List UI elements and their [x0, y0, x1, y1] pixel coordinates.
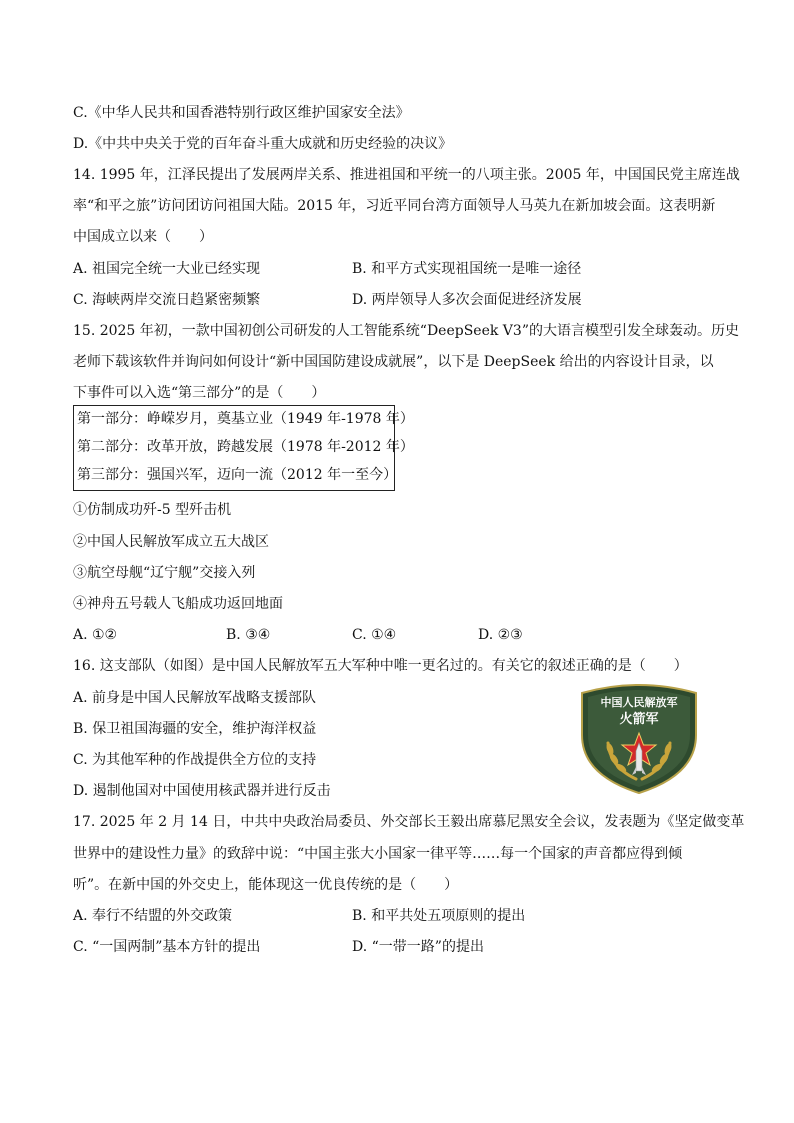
q16-option-d: D. 遏制他国对中国使用核武器并进行反击 — [73, 783, 331, 799]
rocket-force-badge — [578, 683, 700, 795]
q15-catalog-row-1: 第一部分：峥嵘岁月，奠基立业（1949 年-1978 年） — [77, 411, 414, 427]
q15-catalog-box — [73, 405, 414, 491]
q14-stem-line-2: 率“和平之旅”访问团访问祖国大陆。2015 年，习近平同台湾方面领导人马英九在新加坡会面。这表明新 — [73, 198, 716, 214]
badge-top-text: 中国人民解放军 — [600, 696, 678, 709]
q15-option-b: B. ③④ — [226, 627, 271, 643]
q14-stem-line-3: 中国成立以来（ ） — [73, 229, 213, 245]
q16-option-c: C. 为其他军种的作战提供全方位的支持 — [73, 752, 317, 768]
q15-event-2: ②中国人民解放军成立五大战区 — [73, 534, 269, 550]
q13-option-c: C.《中华人民共和国香港特别行政区维护国家安全法》 — [73, 105, 410, 121]
q16-stem: 16. 这支部队（如图）是中国人民解放军五大军种中唯一更名过的。有关它的叙述正确的是（ ） — [73, 658, 688, 674]
q17-option-c: C. “一国两制”基本方针的提出 — [73, 939, 261, 955]
q17-stem-line-1: 17. 2025 年 2 月 14 日，中共中央政治局委员、外交部长王毅出席慕尼黑安全会议，发表题为《坚定做变革 — [73, 814, 745, 830]
badge-bottom-text: 火箭军 — [619, 712, 659, 727]
q15-event-4: ④神舟五号载人飞船成功返回地面 — [73, 596, 283, 612]
q17-option-b: B. 和平共处五项原则的提出 — [352, 908, 526, 924]
q17-option-d: D. “一带一路”的提出 — [352, 939, 484, 955]
q17-stem-line-2: 世界中的建设性力量》的致辞中说：“中国主张大小国家一律平等……每一个国家的声音都应得到倾 — [73, 846, 683, 862]
q15-stem-line-2: 老师下载该软件并询问如何设计“新中国国防建设成就展”，以下是 DeepSeek 给出的内容设计目录，以 — [73, 354, 714, 370]
rocket-force-badge-icon — [578, 683, 700, 795]
q14-option-a: A. 祖国完全统一大业已经实现 — [73, 261, 261, 277]
q16-option-b: B. 保卫祖国海疆的安全，维护海洋权益 — [73, 721, 317, 737]
q14-stem-line-1: 14. 1995 年，江泽民提出了发展两岸关系、推进祖国和平统一的八项主张。2005 年，中国国民党主席连战 — [73, 167, 740, 183]
q15-option-d: D. ②③ — [478, 627, 523, 643]
q14-option-d: D. 两岸领导人多次会面促进经济发展 — [352, 292, 582, 308]
q17-option-a: A. 奉行不结盟的外交政策 — [73, 908, 233, 924]
q15-event-1: ①仿制成功歼-5 型歼击机 — [73, 502, 232, 518]
q16-option-a: A. 前身是中国人民解放军战略支援部队 — [73, 690, 317, 706]
q15-catalog-row-2: 第二部分：改革开放，跨越发展（1978 年-2012 年） — [77, 439, 414, 455]
q15-stem-line-1: 15. 2025 年初，一款中国初创公司研发的人工智能系统“DeepSeek V3”的大语言模型引发全球轰动。历史 — [73, 323, 739, 339]
q15-stem-line-3: 下事件可以入选“第三部分”的是（ ） — [73, 385, 326, 401]
q17-stem-line-3: 听”。在新中国的外交史上，能体现这一优良传统的是（ ） — [73, 877, 459, 893]
q15-catalog-row-3: 第三部分：强国兴军，迈向一流（2012 年一至今） — [77, 467, 398, 483]
q15-option-c: C. ①④ — [352, 627, 397, 643]
q13-option-d: D.《中共中央关于党的百年奋斗重大成就和历史经验的决议》 — [73, 136, 453, 152]
q15-event-3: ③航空母舰“辽宁舰”交接入列 — [73, 565, 256, 581]
q15-option-a: A. ①② — [73, 627, 118, 643]
q14-option-c: C. 海峡两岸交流日趋紧密频繁 — [73, 292, 261, 308]
q14-option-b: B. 和平方式实现祖国统一是唯一途径 — [352, 261, 582, 277]
